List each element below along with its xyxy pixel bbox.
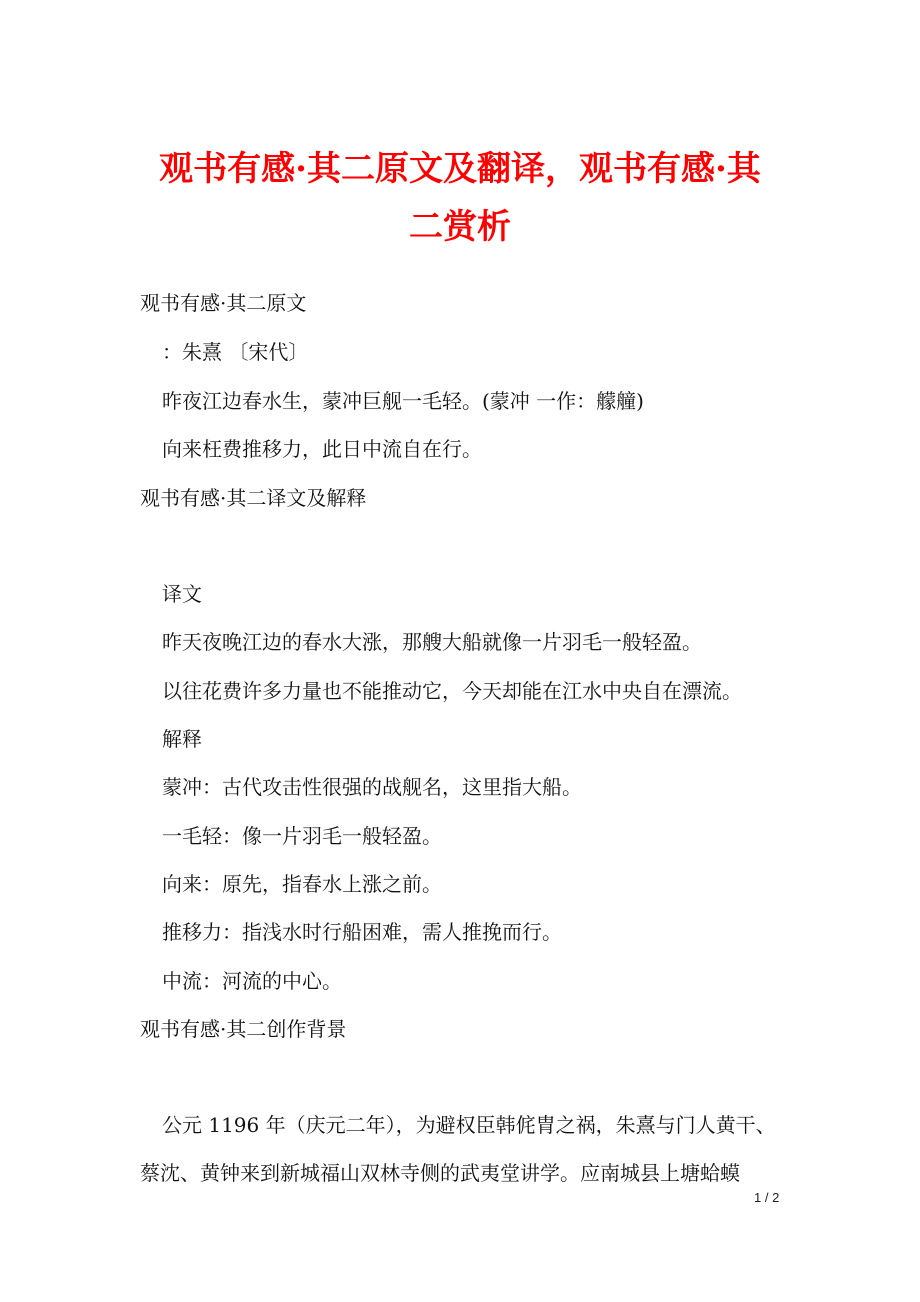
translation-line-2: 以往花费许多力量也不能推动它，今天却能在江水中央自在漂流。 xyxy=(162,679,742,703)
note-2: 一毛轻：像一片羽毛一般轻盈。 xyxy=(162,824,442,848)
translation-label: 译文 xyxy=(162,582,202,606)
background-line-2: 蔡沈、黄钟来到新城福山双林寺侧的武夷堂讲学。应南城县上塘蛤蟆 xyxy=(140,1161,740,1185)
translation-line-1: 昨天夜晚江边的春水大涨，那艘大船就像一片羽毛一般轻盈。 xyxy=(162,630,702,654)
title-line-2: 二赏析 xyxy=(409,207,511,247)
original-heading: 观书有感·其二原文 xyxy=(140,291,307,315)
background-line-1: 公元 1196 年（庆元二年），为避权臣韩侂胄之祸，朱熹与门人黄干、 xyxy=(162,1113,776,1137)
poem-line-1: 昨夜江边春水生，蒙冲巨舰一毛轻。(蒙冲 一作：艨艟) xyxy=(162,389,644,413)
background-heading: 观书有感·其二创作背景 xyxy=(140,1017,347,1041)
notes-label: 解释 xyxy=(162,727,202,751)
title-line-1: 观书有感·其二原文及翻译，观书有感·其 xyxy=(159,149,761,189)
note-5: 中流：河流的中心。 xyxy=(162,969,342,993)
note-1: 蒙冲：古代攻击性很强的战舰名，这里指大船。 xyxy=(162,775,582,799)
document-title xyxy=(80,140,840,256)
author-line: ：朱熹 〔宋代〕 xyxy=(162,340,309,364)
translation-heading: 观书有感·其二译文及解释 xyxy=(140,486,367,510)
note-4: 推移力：指浅水时行船困难，需人推挽而行。 xyxy=(162,920,562,944)
poem-line-2: 向来枉费推移力，此日中流自在行。 xyxy=(162,437,482,461)
note-3: 向来：原先，指春水上涨之前。 xyxy=(162,872,442,896)
page-number: 1 / 2 xyxy=(754,1190,780,1205)
